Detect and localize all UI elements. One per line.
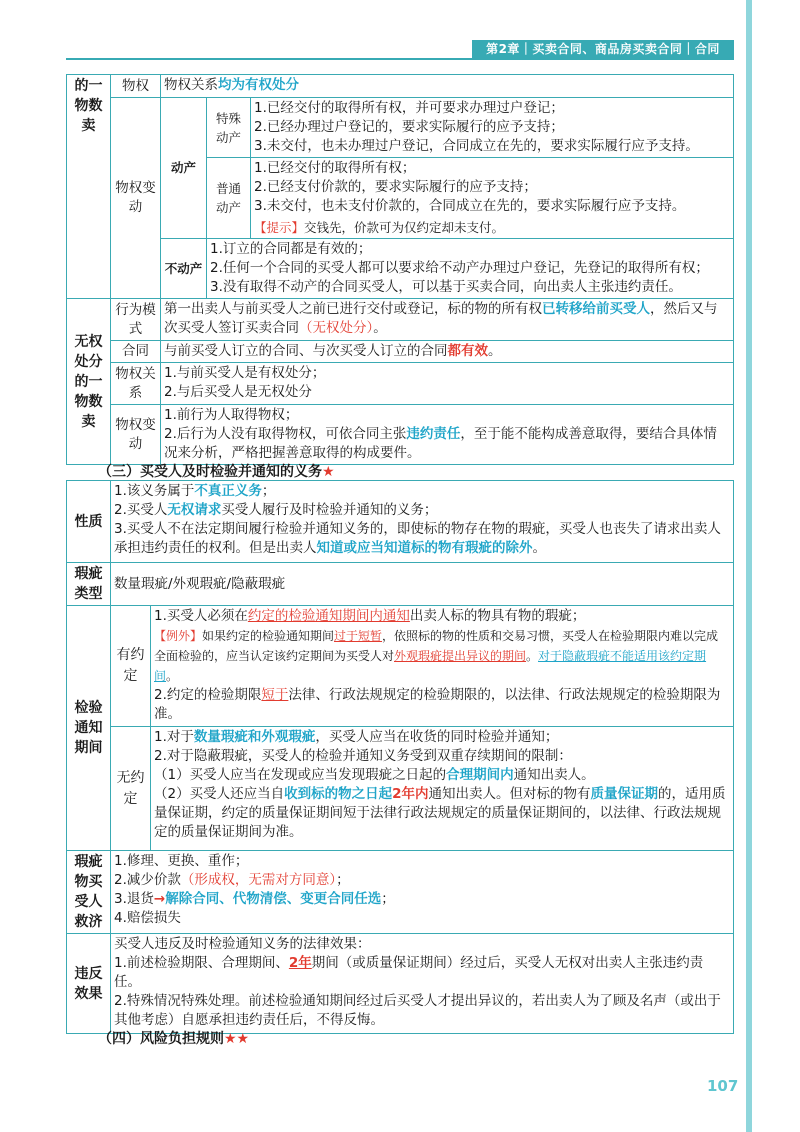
hetong-a: 与前买受人订立的合同、与次买受人订立的合同 [164,343,448,359]
section-3-title [98,461,335,481]
wy-line-1 [154,728,730,747]
section-3-stars: ★ [322,464,335,480]
xiaci-label: 瑕疵类型 [67,563,111,606]
liwai-note [154,626,730,686]
row-label-top: 的一物数卖 [67,75,111,299]
inspection-duty-table [66,480,734,1034]
wq-bd-content [161,405,734,465]
xingwei-hl: 已转移给前买受人 [542,301,650,317]
budong-line-3: 3.没有取得不动产的合同买受人，可以基于买卖合同，向出卖人主张违约责任。 [210,279,682,295]
wy1b: ，买受人应当在收货的同时检验并通知； [315,729,559,745]
jj-line-3 [114,890,730,909]
budongchan-label: 不动产 [161,239,207,299]
wuquan-relation [161,75,734,98]
teshu-line-2: 2.已经办理过户登记的，要求实际履行的应予支持； [254,119,564,135]
xingzhi-label: 性质 [67,481,111,563]
section-3-text: （三）买受人及时检验并通知的义务 [98,464,322,480]
yy-line-1 [154,607,730,626]
dongchan-label: 动产 [161,98,207,239]
wy4c: 的，适用质量保证期，约定的质量保证期间短于法律行政法规规定的质量保证期间的，以法律、行政法规规定的质量保证期间为准。 [154,786,726,840]
wy-line-4 [154,785,730,842]
jj3a: 3.退货 [114,891,154,907]
wq-bd-line-2 [164,425,730,463]
xz-line-2 [114,501,730,520]
wy-line-3 [154,766,730,785]
xz3a: 3.买受人不在法定期间履行检验并通知义务的，即使标的物存在物的瑕疵，买受人也丧失了请求出卖人承担违约责任的权利。但是出卖人 [114,521,721,556]
wuquan-label: 物权 [111,75,161,98]
yy2red: 短于 [261,687,289,703]
liwai-blue: 对于隐蔽瑕疵不能适用该约定期间 [154,649,707,683]
multiple-sale-table [66,74,734,465]
yy-line-2 [154,686,730,724]
page-number: 107 [707,1077,739,1095]
xz1hl: 不真正义务 [194,483,262,499]
weifan-label: 违反效果 [67,934,111,1034]
xingwei-a: 第一出卖人与前买受人之前已进行交付或登记，标的物的所有权 [164,301,542,317]
liwai-c: 。 [526,649,539,663]
yy2a: 2.约定的检验期限 [154,687,262,703]
xz3b: 。 [532,540,546,556]
wuquan-rel-text: 物权关系 [164,77,218,93]
wuyue-content [151,727,734,851]
header-rule [66,58,734,60]
teshu-label: 特殊动产 [207,98,251,158]
wf1a: 1.前述检验期限、合理期间、 [114,955,289,971]
xiaci-content: 数量瑕疵/外观瑕疵/隐蔽瑕疵 [111,563,734,606]
xingwei-end: 。 [373,320,387,336]
jj-line-1: 1.修理、更换、重作； [114,853,249,869]
wq-bd-2b: ，至于能不能构成善意取得，要结合具体情况来分析，严格把握善意取得的构成要件。 [164,426,717,461]
tishi-text: 交钱先，价款可为仅约定却未支付。 [304,220,505,235]
hetong-red: 都有效 [447,343,488,359]
wy4b: 通知出卖人。但对标的物有 [428,786,591,802]
hetong-label: 合同 [111,341,161,363]
xingwei-red: （无权处分） [299,320,374,336]
wf-line-0: 买受人违反及时检验通知义务的法律效果： [114,936,371,952]
putong-line-1: 1.已经交付的取得所有权； [254,160,416,176]
chapter-header: 第2章｜买卖合同、商品房买卖合同｜合同 [472,40,734,59]
wf-line-2: 2.特殊情况特殊处理。前述检验通知期间经过后买受人才提出异议的，若出卖人为了顾及名声（或出于其他考虑）自愿承担违约责任后，不得反悔。 [114,993,721,1028]
row-label-middle: 无权处分的一物数卖 [67,299,111,465]
teshu-content [251,98,734,158]
yy1hl: 约定的检验通知期间内通知 [247,608,410,624]
jianyan-label: 检验通知期间 [67,606,111,851]
tishi-tag: 【提示】 [254,220,305,235]
jj2a: 2.减少价款 [114,872,181,888]
wuyue-label: 无约定 [111,727,151,851]
jiuji-label: 瑕疵物买受人救济 [67,851,111,934]
wf-line-1 [114,954,730,992]
teshu-line-1: 1.已经交付的取得所有权，并可要求办理过户登记； [254,100,564,116]
wy4hl: 收到标的物之日起 [284,786,393,802]
liwai-a: 如果约定的检验通知期间 [202,629,335,643]
wy4red: 2年内 [392,786,429,802]
jiuji-content [111,851,734,934]
liwai-d: 。 [166,669,179,683]
wf1b: 期间（或质量保证期间）经过后，买受人无权对出卖人主张违约责任。 [114,955,704,990]
wq-bd-line-1: 1.前行为人取得物权； [164,407,299,423]
teshu-line-3: 3.未交付，也未办理过户登记，合同成立在先的，要求实际履行应予支持。 [254,138,699,154]
xz3hl: 知道或应当知道标的物有瑕疵的除外 [316,540,533,556]
xingwei-label: 行为模式 [111,299,161,341]
wq-rel-content [161,363,734,405]
wy3a: （1）买受人应当在发现或应当发现瑕疵之日起的 [154,767,447,783]
xz-line-3 [114,520,730,558]
putong-label: 普通动产 [207,158,251,239]
xz2hl: 无权请求 [167,502,222,518]
xingwei-content [161,299,734,341]
hetong-end: 。 [488,343,502,359]
wq-rel-line-2: 2.与后买受人是无权处分 [164,384,312,400]
wq-bd-2hl: 违约责任 [406,426,461,442]
liwai-tag: 【例外】 [154,629,203,643]
wq-bd-2a: 2.后行为人没有取得物权，可依合同主张 [164,426,407,442]
wy3hl: 合理期间内 [446,767,514,783]
putong-content [251,158,734,218]
xz-line-1 [114,482,730,501]
page-edge-stripe [746,0,752,1132]
wy3b: 通知出卖人。 [513,767,595,783]
xz2a: 2.买受人 [114,502,168,518]
liwai-red2: 外观瑕疵提出异议的期间 [394,649,527,663]
wy1hl: 数量瑕疵和外观瑕疵 [193,729,316,745]
budong-line-2: 2.任何一个合同的买受人都可以要求给不动产办理过户登记，先登记的取得所有权； [210,260,709,276]
putong-line-3: 3.未交付，也未支付价款的，合同成立在先的，要求实际履行应予支持。 [254,198,686,214]
xingwei-b: ，然后又与次买受人签订买卖合同 [164,301,718,336]
section-4-stars: ★★ [224,1031,250,1047]
section-4-text: （四）风险负担规则 [98,1031,224,1047]
hetong-content [161,341,734,363]
budongchan-content [207,239,734,299]
wf1red: 2年 [288,955,312,971]
xz2b: 买受人履行及时检验并通知的义务； [221,502,438,518]
budong-line-1: 1.订立的合同都是有效的； [210,241,372,257]
weifan-content [111,934,734,1034]
yy1a: 1.买受人必须在 [154,608,248,624]
putong-line-2: 2.已经支付价款的，要求实际履行的应予支持； [254,179,537,195]
wq-rel-label: 物权关系 [111,363,161,405]
yy1b: 出卖人标的物具有物的瑕疵； [409,608,586,624]
xingzhi-content [111,481,734,563]
wy4a: （2）买受人还应当自 [154,786,285,802]
jj-line-4: 4.赔偿损失 [114,910,181,926]
youyue-content [151,606,734,727]
youyue-label: 有约定 [111,606,151,727]
biandong-label: 物权变动 [111,98,161,299]
xz1b: ； [261,483,276,499]
liwai-b: ，依照标的物的性质和交易习惯，买受人在检验期限内难以完成全面检验的，应当认定该约定期间为买受人对 [154,629,719,663]
wy-line-2: 2.对于隐蔽瑕疵，买受人的检验并通知义务受到双重存续期间的限制： [154,748,572,764]
jj3red: → [153,891,166,907]
jj-line-2 [114,871,730,890]
tishi-note [251,217,734,239]
liwai-red1: 过于短暂 [334,629,383,643]
wuquan-rel-highlight: 均为有权处分 [218,77,299,93]
wy1a: 1.对于 [154,729,194,745]
jj3b: ； [381,891,395,907]
jj3hl: 解除合同、代物清偿、变更合同任选 [165,891,382,907]
wy4hl2: 质量保证期 [590,786,658,802]
wq-bd-label: 物权变动 [111,405,161,465]
section-4-title [98,1028,249,1048]
yy2b: 法律、行政法规规定的检验期限的，以法律、行政法规规定的检验期限为准。 [154,687,721,722]
wq-rel-line-1: 1.与前买受人是有权处分； [164,365,326,381]
jj2b: ； [336,872,350,888]
jj2red: （形成权，无需对方同意） [180,872,337,888]
xz1a: 1.该义务属于 [114,483,195,499]
